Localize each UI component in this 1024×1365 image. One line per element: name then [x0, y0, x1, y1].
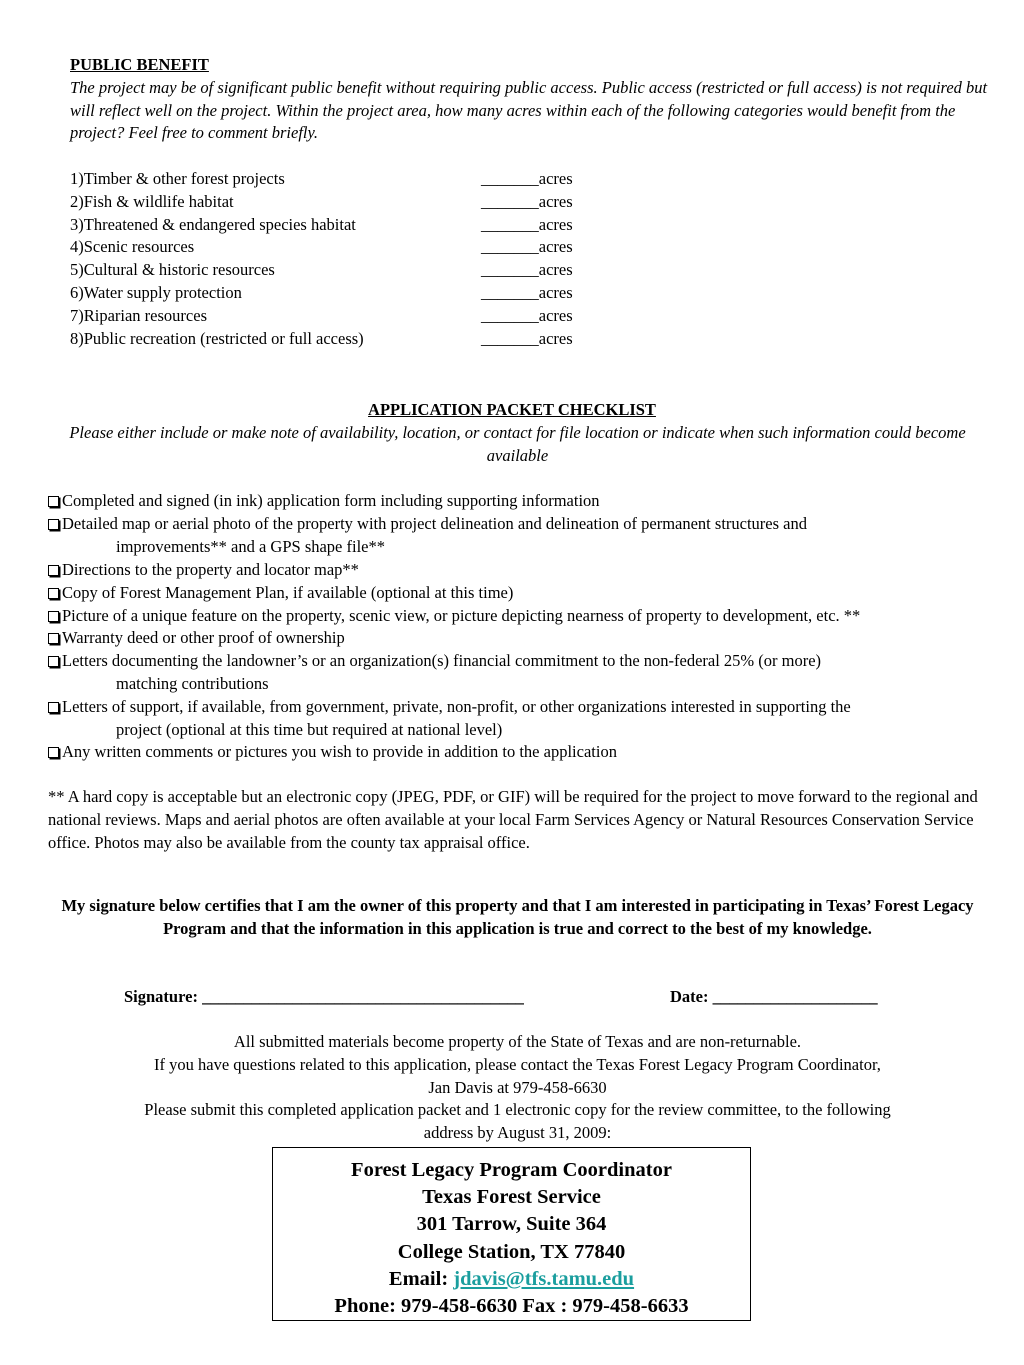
acre-row	[70, 259, 630, 282]
checklist-item-continuation: matching contributions	[116, 673, 269, 693]
footnote: ** A hard copy is acceptable but an electronic copy (JPEG, PDF, or GIF) will be required for the project to move forward to the regional and national reviews. Maps and aerial photos are often available at your local Farm Services Agency or Natural Resources Conservation Service office. Photos may also be available from the county tax appraisal office.	[48, 787, 978, 852]
checkbox[interactable]	[48, 565, 59, 576]
checklist-item-text: Completed and signed (in ink) application form including supporting information	[62, 491, 600, 510]
checkbox[interactable]	[48, 747, 59, 758]
checklist-item-text: Letters of support, if available, from government, private, non-profit, or other organizations interested in supporting the	[62, 697, 851, 716]
category-label: 4)Scenic resources	[70, 237, 195, 257]
address-line: College Station, TX 77840	[397, 1240, 626, 1263]
checkbox[interactable]	[48, 633, 59, 644]
checklist-item	[48, 696, 998, 742]
category-label: 5)Cultural & historic resources	[70, 260, 275, 280]
checklist-item	[48, 582, 998, 605]
checkbox[interactable]	[48, 588, 59, 599]
acre-row	[70, 236, 630, 259]
checklist-item	[48, 627, 998, 650]
category-label: 6)Water supply protection	[70, 283, 242, 302]
checklist-item-text: Directions to the property and locator map**	[62, 560, 359, 579]
acre-row	[70, 305, 630, 328]
checkbox[interactable]	[48, 702, 59, 713]
checklist-item	[48, 741, 998, 764]
acre-row	[70, 168, 630, 191]
checklist-item	[48, 513, 998, 559]
email-label: Email:	[388, 1267, 454, 1290]
info-line: address by August 31, 2009:	[423, 1123, 612, 1143]
signature-field[interactable]: Signature: _______________________________________	[124, 987, 524, 1006]
acres-field[interactable]: _______acres	[481, 237, 573, 257]
checklist-title: APPLICATION PACKET CHECKLIST	[368, 400, 656, 419]
public-benefit-section	[70, 54, 1010, 145]
certification-statement: My signature below certifies that I am the owner of this property and that I am interested in participating in Texas’ Forest Legacy Program and that the information in this application is true and correct to the best of my knowledge.	[61, 896, 974, 938]
checklist-item-text: Letters documenting the landowner’s or an organization(s) financial commitment to the non-federal 25% (or more)	[62, 651, 822, 670]
checklist-item-text: Warranty deed or other proof of ownership	[62, 628, 345, 647]
acre-row	[70, 328, 630, 351]
checkbox[interactable]	[48, 496, 59, 507]
address-line: 301 Tarrow, Suite 364	[416, 1213, 607, 1236]
category-label: 1)Timber & other forest projects	[70, 169, 285, 188]
phone-fax-line: Phone: 979-458-6630 Fax : 979-458-6633	[334, 1295, 689, 1318]
mailing-address-box	[272, 1147, 751, 1321]
checklist-item	[48, 559, 998, 582]
checklist-item	[48, 605, 998, 628]
public-benefit-title: PUBLIC BENEFIT	[70, 55, 209, 74]
submission-info	[40, 1031, 995, 1145]
public-benefit-intro: The project may be of significant public benefit without requiring public access. Public access (restricted or full access) is not required but will reflect well on the project. Within the project area, how many acres within each of the following categories would benefit from the project? Feel free to comment briefly.	[70, 77, 988, 143]
acres-field[interactable]: _______acres	[481, 305, 573, 325]
category-label: 3)Threatened & endangered species habitat	[70, 214, 356, 234]
acres-field[interactable]: _______acres	[481, 214, 573, 234]
acres-field[interactable]: _______acres	[481, 169, 573, 188]
address-line: Forest Legacy Program Coordinator	[351, 1159, 672, 1181]
checklist-item-text: Copy of Forest Management Plan, if available (optional at this time)	[62, 583, 514, 602]
checklist-item-continuation: project (optional at this time but required at national level)	[116, 719, 503, 739]
checklist-item-text: Any written comments or pictures you wish to provide in addition to the application	[62, 742, 617, 761]
info-line: All submitted materials become property of the State of Texas and are non-returnable.	[233, 1032, 802, 1051]
checklist-item-text: Detailed map or aerial photo of the property with project delineation and delineation of permanent structures and	[62, 514, 807, 533]
checkbox[interactable]	[48, 519, 59, 530]
date-field[interactable]: Date: ____________________	[670, 987, 878, 1006]
acres-field[interactable]: _______acres	[481, 283, 573, 302]
acres-field[interactable]: _______acres	[481, 328, 573, 348]
checkbox[interactable]	[48, 611, 59, 622]
acre-row	[70, 214, 630, 237]
info-line: Jan Davis at 979-458-6630	[428, 1077, 607, 1097]
address-line: Texas Forest Service	[422, 1186, 601, 1209]
email-link[interactable]: jdavis@tfs.tamu.edu	[453, 1267, 635, 1290]
checklist-item-text: Picture of a unique feature on the property, scenic view, or picture depicting nearness of property to development, etc. **	[62, 606, 861, 625]
category-label: 2)Fish & wildlife habitat	[70, 191, 234, 211]
checklist-intro: Please either include or make note of availability, location, or contact for file location or indicate when such information could become available	[69, 423, 966, 465]
info-line: If you have questions related to this application, please contact the Texas Forest Legacy Program Coordinator,	[154, 1054, 881, 1074]
checkbox[interactable]	[48, 656, 59, 667]
acre-row	[70, 282, 630, 305]
email-line	[273, 1266, 750, 1293]
acre-row	[70, 191, 630, 214]
info-line: Please submit this completed application packet and 1 electronic copy for the review committee, to the following	[144, 1100, 891, 1120]
checklist-item-continuation: improvements** and a GPS shape file**	[116, 536, 385, 556]
checklist-item	[48, 650, 998, 696]
category-label: 7)Riparian resources	[70, 305, 207, 325]
acres-field[interactable]: _______acres	[481, 260, 573, 280]
acres-field[interactable]: _______acres	[481, 191, 573, 211]
category-label: 8)Public recreation (restricted or full access)	[70, 328, 364, 348]
checklist-item	[48, 490, 998, 513]
